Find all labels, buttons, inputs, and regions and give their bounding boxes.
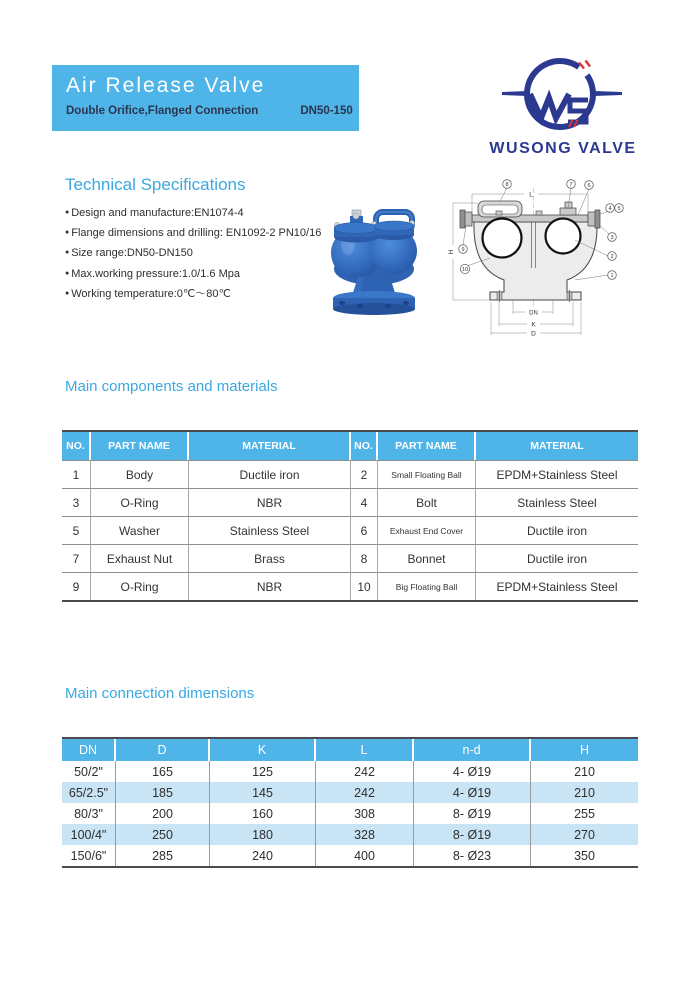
callout-2: 2	[610, 254, 614, 260]
table-row	[62, 782, 638, 803]
col-header: K	[210, 739, 316, 761]
brand-name: WUSONG VALVE	[489, 140, 637, 157]
header-band	[52, 65, 359, 131]
callout-8: 8	[505, 182, 509, 188]
cell: Bolt	[378, 488, 476, 516]
table-row	[62, 488, 638, 516]
tech-specs-heading: Technical Specifications	[65, 175, 246, 194]
cell: 125	[210, 761, 316, 782]
cell: Ductile iron	[476, 544, 638, 572]
cell: 8	[351, 544, 378, 572]
cell: 7	[62, 544, 91, 572]
cell: 1	[62, 460, 91, 488]
table-row	[62, 460, 638, 488]
col-header: NO.	[351, 432, 378, 460]
spec-item: ● Max.working pressure:1.0/1.6 Mpa	[65, 265, 321, 285]
cell: 100/4"	[62, 824, 116, 845]
cell: 8- Ø19	[414, 803, 531, 824]
cell: O-Ring	[91, 488, 189, 516]
page-subtitle-row	[66, 105, 359, 117]
cell: 4	[351, 488, 378, 516]
cell: 160	[210, 803, 316, 824]
dim-label-D: D	[531, 330, 536, 338]
cell: 242	[316, 761, 414, 782]
col-header: PART NAME	[91, 432, 189, 460]
components-heading: Main components and materials	[65, 378, 278, 395]
cell: Stainless Steel	[476, 488, 638, 516]
cell: 250	[116, 824, 210, 845]
cell: 4- Ø19	[414, 761, 531, 782]
cell: Stainless Steel	[189, 516, 351, 544]
cell: 9	[62, 572, 91, 600]
table-row	[62, 572, 638, 600]
dimensions-table	[62, 737, 638, 868]
cell: 150/6"	[62, 845, 116, 866]
cell: 210	[531, 782, 638, 803]
callout-5: 5	[617, 206, 621, 212]
cell: EPDM+Stainless Steel	[476, 460, 638, 488]
cell: 8- Ø23	[414, 845, 531, 866]
cell: 50/2"	[62, 761, 116, 782]
cell: 8- Ø19	[414, 824, 531, 845]
col-header: n-d	[414, 739, 531, 761]
callout-4: 4	[608, 206, 612, 212]
dim-label-K: K	[531, 321, 536, 329]
cell: NBR	[189, 572, 351, 600]
col-header: MATERIAL	[189, 432, 351, 460]
spec-item: ● Flange dimensions and drilling: EN1092-2 PN10/16	[65, 224, 321, 244]
cell: 185	[116, 782, 210, 803]
components-header-row	[62, 432, 638, 460]
callout-7: 7	[569, 182, 573, 188]
table-row	[62, 845, 638, 866]
cell: 65/2.5"	[62, 782, 116, 803]
cell: 4- Ø19	[414, 782, 531, 803]
cell: 80/3"	[62, 803, 116, 824]
callout-6: 6	[587, 183, 591, 189]
table-row	[62, 761, 638, 782]
dimensions-heading: Main connection dimensions	[65, 685, 255, 702]
spec-item: ● Size range:DN50-DN150	[65, 244, 321, 264]
cell: Body	[91, 460, 189, 488]
callout-1: 1	[610, 273, 614, 279]
tech-specs-list	[65, 204, 321, 305]
col-header: MATERIAL	[476, 432, 638, 460]
cell: 270	[531, 824, 638, 845]
cell: 165	[116, 761, 210, 782]
cell: 6	[351, 516, 378, 544]
dimensions-header-row	[62, 739, 638, 761]
size-range: DN50-150	[300, 105, 353, 117]
spec-item: ● Working temperature:0℃～80℃	[65, 285, 321, 305]
dim-label-H: H	[448, 249, 455, 255]
col-header: H	[531, 739, 638, 761]
col-header: DN	[62, 739, 116, 761]
cell: Big Floating Ball	[378, 572, 476, 600]
cell: EPDM+Stainless Steel	[476, 572, 638, 600]
cell: Ductile iron	[476, 516, 638, 544]
callout-3: 3	[610, 235, 614, 241]
callout-9: 9	[461, 247, 465, 253]
table-row	[62, 516, 638, 544]
components-table	[62, 430, 638, 602]
dim-label-DN: DN	[529, 310, 538, 317]
cell: 180	[210, 824, 316, 845]
page-title: Air Release Valve	[66, 74, 266, 97]
cell: 5	[62, 516, 91, 544]
cell: 400	[316, 845, 414, 866]
cell: Exhaust Nut	[91, 544, 189, 572]
spec-item: ● Design and manufacture:EN1074-4	[65, 204, 321, 224]
cell: 240	[210, 845, 316, 866]
cell: 3	[62, 488, 91, 516]
cell: 328	[316, 824, 414, 845]
table-row	[62, 544, 638, 572]
cell: NBR	[189, 488, 351, 516]
cell: 2	[351, 460, 378, 488]
dim-label-L: L	[529, 191, 533, 199]
valve-product-photo	[312, 197, 437, 317]
cell: Small Floating Ball	[378, 460, 476, 488]
cell: 308	[316, 803, 414, 824]
table-row	[62, 803, 638, 824]
cell: 10	[351, 572, 378, 600]
callout-10: 10	[461, 267, 469, 273]
cell: Exhaust End Cover	[378, 516, 476, 544]
table-row	[62, 824, 638, 845]
cell: 200	[116, 803, 210, 824]
cell: 242	[316, 782, 414, 803]
cell: Washer	[91, 516, 189, 544]
wusong-logo-icon	[500, 50, 628, 138]
cell: 210	[574, 764, 595, 779]
cell: Bonnet	[378, 544, 476, 572]
cell: Ductile iron	[189, 460, 351, 488]
cell: O-Ring	[91, 572, 189, 600]
page-subtitle: Double Orifice,Flanged Connection	[66, 105, 259, 117]
col-header: D	[116, 739, 210, 761]
valve-technical-drawing	[438, 166, 666, 341]
col-header: L	[316, 739, 414, 761]
col-header: PART NAME	[378, 432, 476, 460]
col-header: NO.	[62, 432, 91, 460]
cell: 350	[574, 848, 595, 863]
cell: 285	[116, 845, 210, 866]
cell: 145	[210, 782, 316, 803]
cell: Brass	[189, 544, 351, 572]
cell: 255	[574, 806, 595, 821]
